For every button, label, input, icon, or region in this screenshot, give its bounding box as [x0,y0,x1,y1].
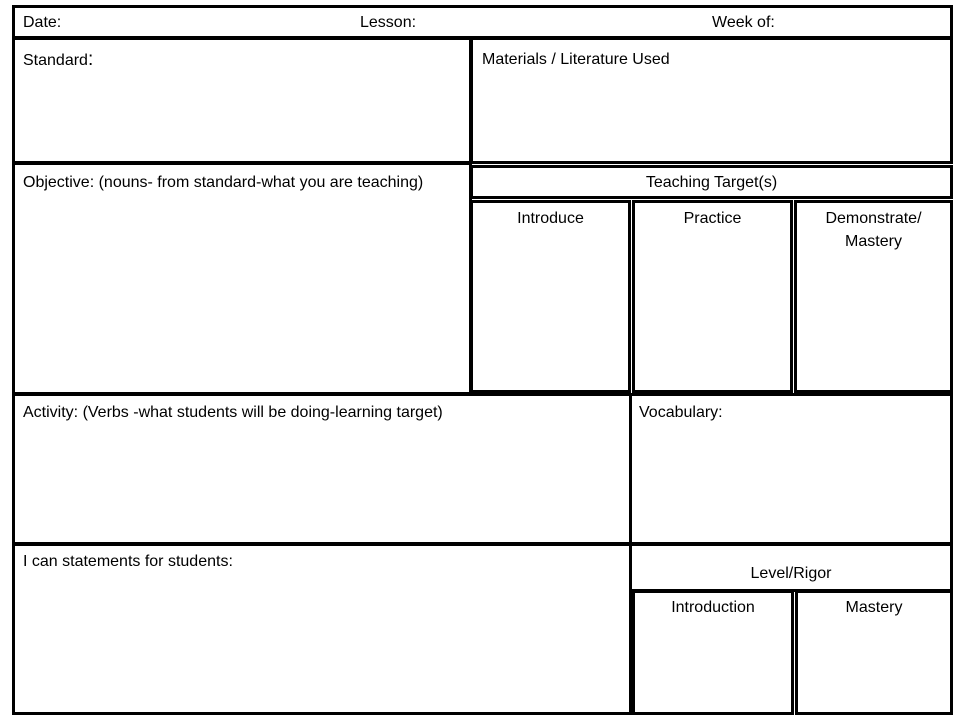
introduction-label: Introduction [671,599,755,616]
header-row [12,5,953,39]
materials-label: Materials / Literature Used [482,51,670,68]
week-of-label: Week of: [712,14,775,31]
standard-label-text: Standard [23,52,88,69]
mastery-label: Mastery [845,599,903,616]
vocabulary-label: Vocabulary: [639,404,723,421]
level-rigor-header [629,543,953,592]
standard-box[interactable] [12,37,472,164]
practice-label: Practice [683,210,742,227]
standard-label [23,48,93,72]
teaching-target-label: Teaching Target(s) [645,174,778,191]
activity-label: Activity: (Verbs -what students will be doing-learning target) [23,404,443,421]
i-can-statements-box[interactable] [12,543,632,715]
lesson-label: Lesson: [360,14,417,31]
objective-box[interactable] [12,162,472,395]
practice-box[interactable] [632,200,793,393]
activity-box[interactable] [12,393,632,545]
level-rigor-label: Level/Rigor [750,565,832,582]
mastery-box[interactable] [795,590,953,715]
demonstrate-mastery-box[interactable] [794,200,953,393]
introduce-box[interactable] [470,200,631,393]
materials-box[interactable] [470,37,953,164]
introduction-box[interactable] [632,590,794,715]
standard-label-colon: : [87,49,94,70]
vocabulary-box[interactable] [629,393,953,545]
introduce-label: Introduce [517,210,584,227]
date-label: Date: [23,14,62,31]
i-can-label: I can statements for students: [23,553,233,570]
objective-label: Objective: (nouns- from standard-what you are teaching) [23,174,424,191]
demonstrate-label: Demonstrate/ [825,210,922,227]
teaching-target-header [470,165,953,199]
demonstrate-mastery-label: Mastery [845,233,902,250]
